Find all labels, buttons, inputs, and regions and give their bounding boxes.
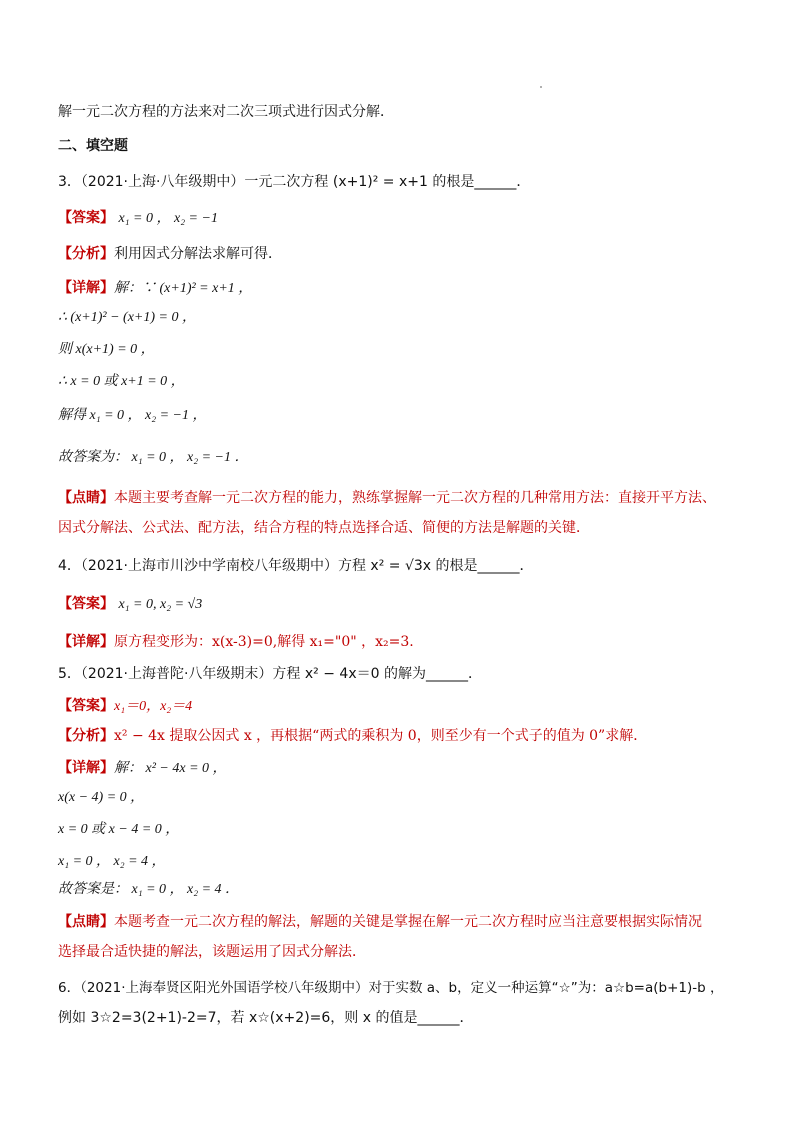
q5-conclusion: 故答案是： x₁ = 0 ， x₂ = 4 ． <box>58 882 240 897</box>
q5-analysis: 【分析】x² − 4x 提取公因式 x ，再根据“两式的乘积为 0，则至少有一个式子的值为 0”求解． <box>58 728 648 744</box>
q5-step-1: x(x − 4) = 0 ， <box>58 790 145 805</box>
q5-remark-2: 选择最合适快捷的解法，该题运用了因式分解法． <box>58 944 366 960</box>
q3-step-4: 解得 x₁ = 0 ， x₂ = −1 ， <box>58 408 207 423</box>
question-5: 5．（2021·上海普陀·八年级期末）方程 x² − 4x＝0 的解为______． <box>58 666 482 682</box>
q3-step-3: ∴ x = 0 或 x+1 = 0 ， <box>58 374 185 389</box>
q3-conclusion: 故答案为： x₁ = 0 ， x₂ = −1 ． <box>58 450 249 465</box>
q3-analysis: 【分析】利用因式分解法求解可得． <box>58 246 282 262</box>
q3-remark-2: 因式分解法、公式法、配方法，结合方程的特点选择合适、简便的方法是解题的关键． <box>58 520 590 536</box>
q5-answer: 【答案】x₁＝0，x₂＝4 <box>58 698 193 714</box>
question-4: 4．（2021·上海市川沙中学南校八年级期中）方程 x² = √3x 的根是______． <box>58 558 534 574</box>
question-6-line-2: 例如 3☆2=3(2+1)-2=7，若 x☆(x+2)=6，则 x 的值是______． <box>58 1010 474 1026</box>
q3-step-2: 则 x(x+1) = 0 ， <box>58 342 155 357</box>
scan-dot <box>540 86 542 88</box>
q3-step-1: ∴ (x+1)² − (x+1) = 0 ， <box>58 310 196 325</box>
intro-line: 解一元二次方程的方法来对二次三项式进行因式分解． <box>58 104 394 120</box>
q3-answer: 【答案】 x₁ = 0 ， x₂ = −1 <box>58 210 218 226</box>
q3-remark-1: 【点睛】本题主要考查解一元二次方程的能力，熟练掌握解一元二次方程的几种常用方法：直接开平方法、 <box>58 490 716 506</box>
q4-answer: 【答案】 x₁ = 0, x₂ = √3 <box>58 596 203 612</box>
q5-step-2: x = 0 或 x − 4 = 0 ， <box>58 822 180 837</box>
question-6-line-1: 6．（2021·上海奉贤区阳光外国语学校八年级期中）对于实数 a、b，定义一种运算“☆”为：a☆b=a(b+1)-b ， <box>58 980 724 996</box>
section-heading: 二、填空题 <box>58 138 128 154</box>
q5-detail: 【详解】解： x² − 4x = 0 ， <box>58 760 227 776</box>
q5-step-3: x₁ = 0 ， x₂ = 4 ， <box>58 854 166 869</box>
q5-remark-1: 【点睛】本题考查一元二次方程的解法，解题的关键是掌握在解一元二次方程时应当注意要根据实际情况 <box>58 914 702 930</box>
q3-detail: 【详解】解：∵ (x+1)² = x+1 ， <box>58 280 253 296</box>
q4-detail: 【详解】原方程变形为：x(x-3)=0,解得 x₁="0" ，x₂=3. <box>58 634 414 650</box>
question-3: 3．（2021·上海·八年级期中）一元二次方程 (x+1)² = x+1 的根是______． <box>58 174 531 190</box>
